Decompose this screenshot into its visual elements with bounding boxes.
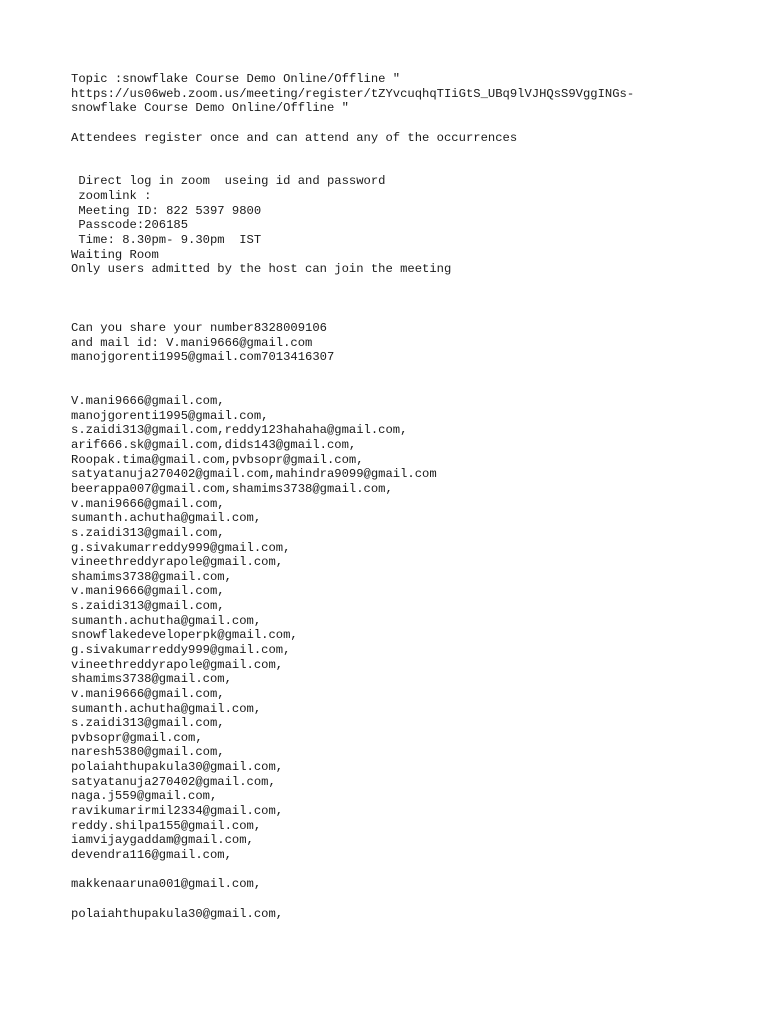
email-list-item: sumanth.achutha@gmail.com, bbox=[71, 511, 262, 526]
email-list-item: shamims3738@gmail.com, bbox=[71, 672, 232, 687]
email-list-item: snowflakedeveloperpk@gmail.com, bbox=[71, 628, 298, 643]
blank-line bbox=[71, 863, 761, 878]
email-list-item: vineethreddyrapole@gmail.com, bbox=[71, 555, 284, 570]
email-list-item: g.sivakumarreddy999@gmail.com, bbox=[71, 540, 291, 555]
meeting-id-line: Meeting ID: 822 5397 9800 bbox=[71, 203, 262, 218]
email-list-item: satyatanuja270402@gmail.com, bbox=[71, 774, 276, 789]
passcode-line: Passcode:206185 bbox=[71, 218, 189, 233]
attendees-note: Attendees register once and can attend any of the occurrences bbox=[71, 130, 518, 145]
email-list-item: vineethreddyrapole@gmail.com, bbox=[71, 657, 284, 672]
email-list-item: s.zaidi313@gmail.com, bbox=[71, 716, 225, 731]
email-list-item: shamims3738@gmail.com, bbox=[71, 569, 232, 584]
email-list-item: g.sivakumarreddy999@gmail.com, bbox=[71, 642, 291, 657]
waiting-room-line: Waiting Room bbox=[71, 247, 159, 262]
email-list-item: s.zaidi313@gmail.com,reddy123hahaha@gmail.com, bbox=[71, 423, 408, 438]
email-list-item: s.zaidi313@gmail.com, bbox=[71, 525, 225, 540]
email-list-item: v.mani9666@gmail.com, bbox=[71, 584, 225, 599]
blank-line bbox=[71, 292, 761, 307]
email-list-item: sumanth.achutha@gmail.com, bbox=[71, 613, 262, 628]
blank-line bbox=[71, 145, 761, 160]
email-list-item: naresh5380@gmail.com, bbox=[71, 745, 225, 760]
blank-line bbox=[71, 277, 761, 292]
email-list-item: arif666.sk@gmail.com,dids143@gmail.com, bbox=[71, 438, 357, 453]
email-list-item: v.mani9666@gmail.com, bbox=[71, 496, 225, 511]
zoom-register-link[interactable]: https://us06web.zoom.us/meeting/register/tZYvcuqhqTIiGtS_UBq9lVJHQsS9VggINGs- bbox=[71, 86, 635, 101]
email-list-item: pvbsopr@gmail.com, bbox=[71, 730, 203, 745]
email-list-item: satyatanuja270402@gmail.com,mahindra9099@gmail.com bbox=[71, 467, 437, 482]
email-list-item: reddy.shilpa155@gmail.com, bbox=[71, 818, 262, 833]
email-list-item: makkenaaruna001@gmail.com, bbox=[71, 877, 262, 892]
blank-line bbox=[71, 892, 761, 907]
blank-line bbox=[71, 306, 761, 321]
email-list-item: beerappa007@gmail.com,shamims3738@gmail.com, bbox=[71, 481, 393, 496]
zoomlink-label: zoomlink : bbox=[71, 189, 152, 204]
email-list-item: naga.j559@gmail.com, bbox=[71, 789, 218, 804]
email-list-item: iamvijaygaddam@gmail.com, bbox=[71, 833, 254, 848]
topic-line: Topic :snowflake Course Demo Online/Offline " bbox=[71, 72, 401, 86]
email-list-item: polaiahthupakula30@gmail.com, bbox=[71, 906, 284, 921]
contact-line: manojgorenti1995@gmail.com7013416307 bbox=[71, 350, 335, 365]
topic-line-continued: snowflake Course Demo Online/Offline " bbox=[71, 101, 349, 116]
blank-line bbox=[71, 379, 761, 394]
email-list-item: ravikumarirmil2334@gmail.com, bbox=[71, 804, 284, 819]
email-list-item: Roopak.tima@gmail.com,pvbsopr@gmail.com, bbox=[71, 452, 364, 467]
share-number-line: Can you share your number8328009106 bbox=[71, 320, 327, 335]
email-list-item: V.mani9666@gmail.com, bbox=[71, 394, 225, 409]
email-list-item: manojgorenti1995@gmail.com, bbox=[71, 408, 269, 423]
mail-id-line: and mail id: V.mani9666@gmail.com bbox=[71, 335, 313, 350]
email-list-item: sumanth.achutha@gmail.com, bbox=[71, 701, 262, 716]
blank-line bbox=[71, 365, 761, 380]
document-page bbox=[71, 72, 761, 921]
blank-line bbox=[71, 116, 761, 131]
email-list-item: polaiahthupakula30@gmail.com, bbox=[71, 760, 284, 775]
email-list-item: v.mani9666@gmail.com, bbox=[71, 686, 225, 701]
direct-login-note: Direct log in zoom useing id and password bbox=[71, 174, 386, 189]
host-admit-note: Only users admitted by the host can join the meeting bbox=[71, 262, 452, 277]
blank-line bbox=[71, 160, 761, 175]
email-list-item: s.zaidi313@gmail.com, bbox=[71, 599, 225, 614]
email-list-item: devendra116@gmail.com, bbox=[71, 847, 232, 862]
time-line: Time: 8.30pm- 9.30pm IST bbox=[71, 233, 262, 248]
